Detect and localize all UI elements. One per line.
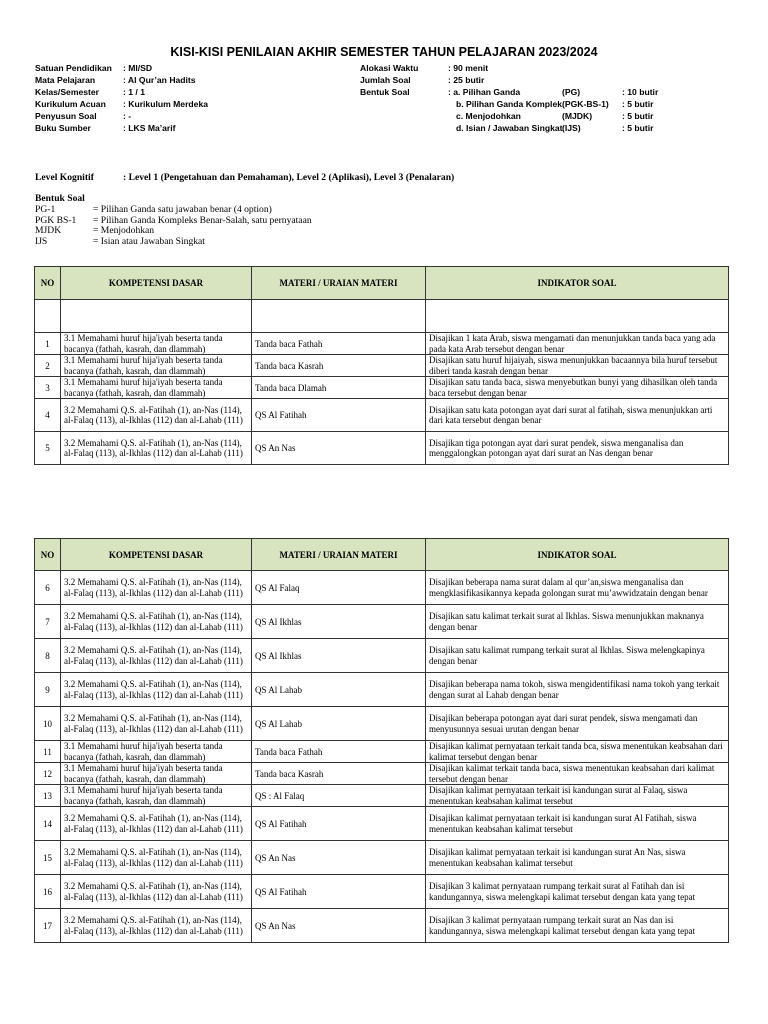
- bentuk-item: [456, 122, 654, 134]
- cell-kompetensi: 3.2 Memahami Q.S. al-Fatihah (1), an-Nas (114), al-Falaq (113), al-Ikhlas (112) dan al-Lahab (111): [61, 875, 252, 909]
- table-row: [35, 355, 729, 377]
- bentuk-code: (PG): [562, 87, 581, 97]
- table-row: [35, 605, 729, 639]
- table-row: [35, 571, 729, 605]
- info-row-bentuk-d: [360, 122, 654, 134]
- legend-item: [35, 237, 312, 248]
- info-label: Mata Pelajaran: [35, 75, 96, 85]
- info-value: : -: [123, 111, 132, 121]
- info-value: : 1 / 1: [123, 87, 145, 97]
- cell-kompetensi: 3.2 Memahami Q.S. al-Fatihah (1), an-Nas (114), al-Falaq (113), al-Ikhlas (112) dan al-Lahab (111): [61, 639, 252, 673]
- cell-indikator: Disajikan satu kata potongan ayat dari surat al fatihah, siswa menunjukkan arti dari kata tersebut dengan benar: [426, 399, 729, 432]
- cell-no: 12: [35, 763, 61, 785]
- cell-no: 5: [35, 432, 61, 465]
- bentuk-item: [448, 86, 658, 98]
- cell-no: 14: [35, 807, 61, 841]
- cell-indikator: Disajikan beberapa nama surat dalam al qur’an,siswa menganalisa dan mengklasifikasikannya kepada golongan surat mu’awwidzatain dengan benar: [426, 571, 729, 605]
- bentuk-name: : a. Pilihan Ganda: [448, 87, 521, 97]
- table-header-row: [35, 539, 729, 571]
- cell-no: 17: [35, 909, 61, 943]
- cell-materi: QS Al Ikhlas: [252, 639, 426, 673]
- cell-kompetensi: 3.1 Memahami huruf hija'iyah beserta tanda bacanya (fathah, kasrah, dan dlammah): [61, 741, 252, 763]
- cell-materi: Tanda baca Fathah: [252, 741, 426, 763]
- info-label: Satuan Pendidikan: [35, 63, 112, 73]
- bentuk-code: (MJDK): [562, 111, 593, 121]
- table-row: [35, 785, 729, 807]
- table-row: [35, 707, 729, 741]
- cell-no: 8: [35, 639, 61, 673]
- cell-no: 15: [35, 841, 61, 875]
- cell-indikator: Disajikan tiga potongan ayat dari surat pendek, siswa menganalisa dan menggalongkan potongan ayat dari surat an Nas dengan benar: [426, 432, 729, 465]
- cell-indikator: Disajikan satu huruf hijaiyah, siswa menunjukkan bacaannya bila huruf tersebut diberi tanda kasrah dengan benar: [426, 355, 729, 377]
- table-row: [35, 377, 729, 399]
- cell-no: 7: [35, 605, 61, 639]
- cell-no: 2: [35, 355, 61, 377]
- cell-indikator: Disajikan 3 kalimat pernyataan rumpang terkait surat al Fatihah dan isi kandungannya, siswa melengkapi kalimat tersebut dengan kata yang tepat: [426, 875, 729, 909]
- cell-materi: QS : Al Falaq: [252, 785, 426, 807]
- cell-indikator: Disajikan kalimat pernyataan terkait tanda bca, siswa menentukan keabsahan dari kalimat tersebut dengan benar: [426, 741, 729, 763]
- cell-materi: QS Al Ikhlas: [252, 605, 426, 639]
- cell-indikator: Disajikan kalimat pernyataan terkait isi kandungan surat Al Fatihah, siswa menentukan keabsahan kalimat tersebut: [426, 807, 729, 841]
- info-value: : 90 menit: [448, 63, 489, 73]
- info-value: : 25 butir: [448, 75, 485, 85]
- info-label: Buku Sumber: [35, 123, 91, 133]
- cell-indikator: Disajikan satu tanda baca, siswa menyebutkan bunyi yang dihasilkan oleh tanda baca tersebut dengan benar: [426, 377, 729, 399]
- header-indikator: INDIKATOR SOAL: [426, 539, 729, 571]
- cell-kompetensi: 3.2 Memahami Q.S. al-Fatihah (1), an-Nas (114), al-Falaq (113), al-Ikhlas (112) dan al-Lahab (111): [61, 807, 252, 841]
- header-kompetensi: KOMPETENSI DASAR: [61, 267, 252, 300]
- cell-materi: QS Al Fatihah: [252, 807, 426, 841]
- header-materi: MATERI / URAIAN MATERI: [252, 539, 426, 571]
- cell-materi: QS An Nas: [252, 432, 426, 465]
- info-label: Kurikulum Acuan: [35, 99, 106, 109]
- cell-indikator: Disajikan 1 kata Arab, siswa mengamati dan menunjukkan tanda baca yang ada pada kata Arab tersebut dengan benar: [426, 333, 729, 355]
- info-row-kelas: [35, 86, 208, 98]
- level-value: : Level 1 (Pengetahuan dan Pemahaman), Level 2 (Aplikasi), Level 3 (Penalaran): [123, 172, 455, 183]
- cell-no: 11: [35, 741, 61, 763]
- cell-kompetensi: 3.2 Memahami Q.S. al-Fatihah (1), an-Nas (114), al-Falaq (113), al-Ikhlas (112) dan al-Lahab (111): [61, 605, 252, 639]
- bentuk-code: (IJS): [562, 123, 581, 133]
- info-row-buku: [35, 122, 208, 134]
- info-label: Jumlah Soal: [360, 75, 411, 85]
- table-row: [35, 639, 729, 673]
- cell-no: 4: [35, 399, 61, 432]
- info-row-kurikulum: [35, 98, 208, 110]
- cell-no: 1: [35, 333, 61, 355]
- cell-materi: QS Al Lahab: [252, 707, 426, 741]
- cell-no: 9: [35, 673, 61, 707]
- table-row: [35, 673, 729, 707]
- bentuk-qty: : 10 butir: [622, 87, 659, 97]
- table-row: [35, 741, 729, 763]
- info-label: Kelas/Semester: [35, 87, 100, 97]
- table-row: [35, 763, 729, 785]
- info-row-bentuk: [360, 86, 659, 98]
- exam-info: [360, 62, 659, 134]
- bentuk-qty: : 5 butir: [622, 123, 654, 133]
- info-row-alokasi: [360, 62, 488, 74]
- bentuk-code: (PGK-BS-1): [562, 99, 609, 109]
- header-no: NO: [35, 539, 61, 571]
- legend-code: PGK BS-1: [35, 214, 77, 226]
- legend-desc: = Menjodohkan: [93, 225, 155, 236]
- cell-no: 6: [35, 571, 61, 605]
- table-1-body: [35, 333, 729, 465]
- bentuk-qty: : 5 butir: [622, 99, 654, 109]
- info-label: Penyusun Soal: [35, 111, 97, 121]
- cell-kompetensi: 3.2 Memahami Q.S. al-Fatihah (1), an-Nas (114), al-Falaq (113), al-Ikhlas (112) dan al-Lahab (111): [61, 399, 252, 432]
- legend-code: PG-1: [35, 204, 56, 215]
- bentuk-name: c. Menjodohkan: [456, 111, 521, 121]
- cell-materi: QS An Nas: [252, 841, 426, 875]
- info-label: Bentuk Soal: [360, 87, 410, 97]
- cell-materi: Tanda baca Kasrah: [252, 355, 426, 377]
- cell-kompetensi: 3.2 Memahami Q.S. al-Fatihah (1), an-Nas (114), al-Falaq (113), al-Ikhlas (112) dan al-Lahab (111): [61, 571, 252, 605]
- kisi-table-2: [34, 538, 729, 943]
- cell-materi: QS Al Falaq: [252, 571, 426, 605]
- table-row: [35, 909, 729, 943]
- info-row-satuan: [35, 62, 208, 74]
- cell-materi: Tanda baca Kasrah: [252, 763, 426, 785]
- bentuk-item: [456, 98, 654, 110]
- info-row-bentuk-c: [360, 110, 654, 122]
- table-header-row: [35, 267, 729, 300]
- kisi-table-1: [34, 266, 729, 465]
- cell-indikator: Disajikan beberapa nama tokoh, siswa mengidentifikasi nama tokoh yang terkait dengan surat al Lahab dengan benar: [426, 673, 729, 707]
- cell-kompetensi: 3.1 Memahami huruf hija'iyah beserta tanda bacanya (fathah, kasrah, dan dlammah): [61, 333, 252, 355]
- cell-indikator: Disajikan 3 kalimat pernyataan rumpang terkait surat an Nas dan isi kandungannya, siswa melengkapi kalimat tersebut dengan kata yang tepat: [426, 909, 729, 943]
- cell-kompetensi: 3.1 Memahami huruf hija'iyah beserta tanda bacanya (fathah, kasrah, dan dlammah): [61, 785, 252, 807]
- cell-materi: QS Al Fatihah: [252, 399, 426, 432]
- header-indikator: INDIKATOR SOAL: [426, 267, 729, 300]
- bentuk-name: d. Isian / Jawaban Singkat: [456, 123, 563, 133]
- info-row-mapel: [35, 74, 208, 86]
- info-row-jumlah: [360, 74, 488, 86]
- table-row: [35, 807, 729, 841]
- cell-indikator: Disajikan kalimat terkait tanda baca, siswa menentukan keabsahan dari kalimat tersebut dengan benar: [426, 763, 729, 785]
- document-title: KISI-KISI PENILAIAN AKHIR SEMESTER TAHUN PELAJARAN 2023/2024: [170, 45, 598, 59]
- legend-desc: = Isian atau Jawaban Singkat: [93, 235, 205, 247]
- bentuk-name: b. Pilihan Ganda Komplek: [456, 99, 563, 109]
- table-2-body: [35, 571, 729, 943]
- cell-indikator: Disajikan beberapa potongan ayat dari surat pendek, siswa mengamati dan menyusunnya sesuai urutan dengan benar: [426, 707, 729, 741]
- cell-kompetensi: 3.2 Memahami Q.S. al-Fatihah (1), an-Nas (114), al-Falaq (113), al-Ikhlas (112) dan al-Lahab (111): [61, 841, 252, 875]
- cell-no: 16: [35, 875, 61, 909]
- info-value: : MI/SD: [123, 63, 153, 73]
- table-row: [35, 399, 729, 432]
- cell-no: 3: [35, 377, 61, 399]
- legend-desc: = Pilihan Ganda Kompleks Benar-Salah, satu pernyataan: [93, 214, 312, 226]
- cell-materi: Tanda baca Dlamah: [252, 377, 426, 399]
- bentuk-soal-legend: [35, 193, 312, 247]
- cell-kompetensi: 3.2 Memahami Q.S. al-Fatihah (1), an-Nas (114), al-Falaq (113), al-Ikhlas (112) dan al-Lahab (111): [61, 673, 252, 707]
- cell-kompetensi: 3.1 Memahami huruf hija'iyah beserta tanda bacanya (fathah, kasrah, dan dlammah): [61, 377, 252, 399]
- header-no: NO: [35, 267, 61, 300]
- table-row: [35, 432, 729, 465]
- level-kognitif: [35, 172, 454, 183]
- table-row: [35, 333, 729, 355]
- legend-desc: = Pilihan Ganda satu jawaban benar (4 option): [93, 204, 272, 215]
- legend-code: IJS: [35, 235, 48, 247]
- level-label: Level Kognitif: [35, 172, 94, 183]
- cell-kompetensi: 3.1 Memahami huruf hija'iyah beserta tanda bacanya (fathah, kasrah, dan dlammah): [61, 763, 252, 785]
- bentuk-heading: Bentuk Soal: [35, 193, 85, 204]
- cell-materi: QS An Nas: [252, 909, 426, 943]
- cell-indikator: Disajikan satu kalimat terkait surat al Ikhlas. Siswa menunjukkan maknanya dengan benar: [426, 605, 729, 639]
- bentuk-qty: : 5 butir: [622, 111, 654, 121]
- table-row: [35, 841, 729, 875]
- header-kompetensi: KOMPETENSI DASAR: [61, 539, 252, 571]
- cell-kompetensi: 3.1 Memahami huruf hija'iyah beserta tanda bacanya (fathah, kasrah, dan dlammah): [61, 355, 252, 377]
- header-materi: MATERI / URAIAN MATERI: [252, 267, 426, 300]
- info-value: : LKS Ma’arif: [123, 123, 176, 133]
- info-row-penyusun: [35, 110, 208, 122]
- info-value: : Al Qur’an Hadits: [123, 75, 196, 85]
- cell-no: 13: [35, 785, 61, 807]
- legend-item: [35, 216, 312, 227]
- cell-indikator: Disajikan satu kalimat rumpang terkait surat al Ikhlas. Siswa melengkapinya dengan benar: [426, 639, 729, 673]
- cell-materi: QS Al Lahab: [252, 673, 426, 707]
- legend-code: MJDK: [35, 225, 62, 236]
- cell-indikator: Disajikan kalimat pernyataan terkait isi kandungan surat al Falaq, siswa menentukan keabsahan kalimat tersebut: [426, 785, 729, 807]
- cell-no: 10: [35, 707, 61, 741]
- info-row-bentuk-b: [360, 98, 654, 110]
- identity-info: [35, 62, 208, 134]
- cell-kompetensi: 3.2 Memahami Q.S. al-Fatihah (1), an-Nas (114), al-Falaq (113), al-Ikhlas (112) dan al-Lahab (111): [61, 909, 252, 943]
- bentuk-item: [456, 110, 654, 122]
- table-row: [35, 875, 729, 909]
- cell-materi: QS Al Fatihah: [252, 875, 426, 909]
- cell-materi: Tanda baca Fathah: [252, 333, 426, 355]
- info-value: : Kurikulum Merdeka: [123, 99, 209, 109]
- header-separator: [35, 300, 729, 333]
- cell-indikator: Disajikan kalimat pernyataan terkait isi kandungan surat An Nas, siswa menentukan keabsahan kalimat tersebut: [426, 841, 729, 875]
- cell-kompetensi: 3.2 Memahami Q.S. al-Fatihah (1), an-Nas (114), al-Falaq (113), al-Ikhlas (112) dan al-Lahab (111): [61, 707, 252, 741]
- cell-kompetensi: 3.2 Memahami Q.S. al-Fatihah (1), an-Nas (114), al-Falaq (113), al-Ikhlas (112) dan al-Lahab (111): [61, 432, 252, 465]
- info-label: Alokasi Waktu: [360, 63, 419, 73]
